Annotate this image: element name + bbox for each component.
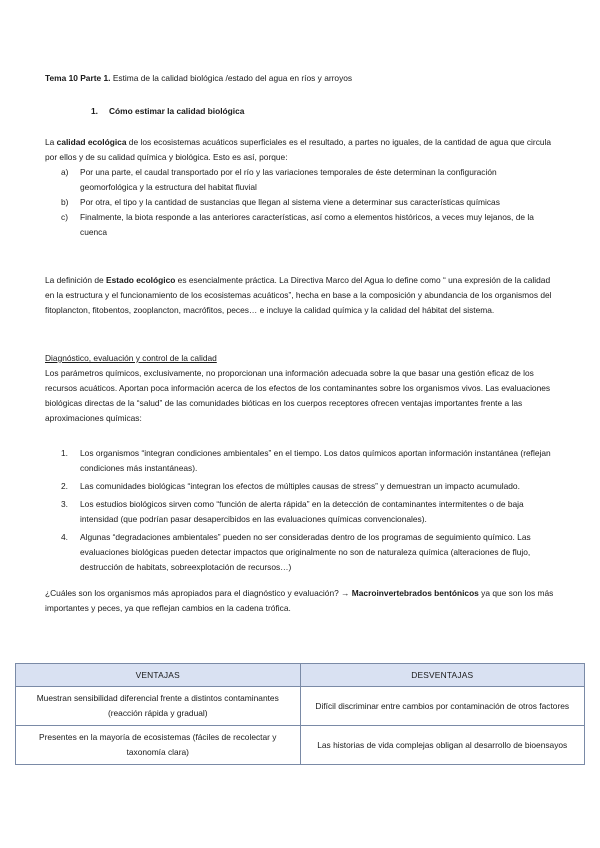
question-pre: ¿Cuáles son los organismos más apropiados para el diagnóstico y evaluación? → (45, 588, 352, 598)
diagnosis-section (45, 351, 555, 426)
list-item (45, 195, 555, 210)
list-item (45, 210, 555, 240)
list-marker: 1. (61, 448, 68, 458)
heading-number: 1. (91, 106, 98, 116)
advantages-list (45, 446, 555, 575)
list-marker: c) (61, 212, 68, 222)
table-cell: Difícil discriminar entre cambios por contaminación de otros factores (300, 687, 585, 726)
title-bold: Tema 10 Parte 1. (45, 73, 111, 83)
table-header-cell (300, 664, 585, 687)
table-row (16, 726, 585, 765)
intro-list (45, 165, 555, 240)
diagnosis-body: Los parámetros químicos, exclusivamente, no proporcionan una información adecuada sobre la que basar una gestión eficaz de los recursos acuáticos. Aportan poca información acerca de los efectos de los contaminantes sobre los organismos vivos. Las evaluaciones biológicas directas de la “salud” de las comunidades bióticas en los cuerpos receptores ofrecen ventajas importantes frente a las aproximaciones químicas: (45, 368, 551, 423)
list-marker: 4. (61, 532, 68, 542)
list-item-text: Los organismos “integran condiciones ambientales” en el tiempo. Los datos químicos aportan información instantánea (reflejan condiciones más instantáneas). (80, 448, 551, 473)
intro-pre: La (45, 137, 57, 147)
list-item (45, 165, 555, 195)
list-item (45, 479, 555, 494)
document-title (45, 71, 555, 86)
section-heading-1 (91, 104, 491, 119)
intro-bold: calidad ecológica (56, 137, 127, 147)
pros-cons-table (15, 663, 585, 765)
list-item-text: Algunas “degradaciones ambientales” pueden no ser consideradas dentro de los programas de seguimiento químico. Las evaluaciones biológicas pueden detectar impactos que originalmente no son de naturaleza química (alteraciones de flujo, destrucción de habitats, sobreexplotación de recursos…) (80, 532, 531, 572)
header-desventajas: DESVENTAJAS (411, 669, 474, 680)
question-bold: Macroinvertebrados bentónicos (351, 588, 479, 598)
list-item (45, 446, 555, 476)
table-cell: Muestran sensibilidad diferencial frente a distintos contaminantes (reacción rápida y gradual) (16, 687, 301, 726)
question-paragraph (45, 586, 555, 616)
list-item-text: Por otra, el tipo y la cantidad de sustancias que llegan al sistema viene a determinar sus características químicas (80, 197, 500, 207)
list-item-text: Los estudios biológicos sirven como “función de alerta rápida” en la detección de contaminantes intermitentes o de baja intensidad (que podrían pasar desapercibidos en las evaluaciones químicas convencionales). (80, 499, 524, 524)
list-marker: a) (61, 167, 69, 177)
table-row (16, 687, 585, 726)
definition-pre: La definición de (45, 275, 106, 285)
intro-paragraph (45, 135, 555, 240)
list-item-text: Las comunidades biológicas “integran los efectos de múltiples causas de stress” y demuestran un impacto acumulado. (80, 481, 520, 491)
list-marker: 2. (61, 481, 68, 491)
list-item (45, 497, 555, 527)
heading-text: Cómo estimar la calidad biológica (109, 106, 245, 116)
definition-post: es esencialmente práctica. La Directiva Marco del Agua lo define como “ una expresión de la calidad en la estructura y el funcionamiento de los ecosistemas acuáticos”, hecha en base a la composición y abundancia de los organismos del fitoplancton, fitobentos, zooplancton, macrófitos, peces… e incluye la calidad química y la calidad del hábitat del sistema. (45, 275, 552, 315)
diagnosis-heading: Diagnóstico, evaluación y control de la calidad (45, 353, 217, 363)
definition-paragraph (45, 273, 555, 318)
intro-text (45, 135, 555, 165)
list-item-text: Finalmente, la biota responde a las anteriores características, así como a elementos históricos, a veces muy lejanos, de la cuenca (80, 212, 534, 237)
intro-post: de los ecosistemas acuáticos superficiales es el resultado, a partes no iguales, de la cantidad de agua que circula por ellos y de su calidad química y biológica. Esto es así, porque: (45, 137, 552, 162)
header-ventajas: VENTAJAS (135, 669, 180, 680)
list-marker: 3. (61, 499, 68, 509)
list-marker: b) (61, 197, 69, 207)
title-text: Estima de la calidad biológica /estado del agua en ríos y arroyos (110, 73, 353, 83)
table-cell: Las historias de vida complejas obligan al desarrollo de bioensayos (300, 726, 585, 765)
table-header-row (16, 664, 585, 687)
list-item-text: Por una parte, el caudal transportado por el río y las variaciones temporales de éste determinan la configuración geomorfológica y la estructura del habitat fluvial (80, 167, 497, 192)
table-header-cell (16, 664, 301, 687)
table-cell: Presentes en la mayoría de ecosistemas (fáciles de recolectar y taxonomía clara) (16, 726, 301, 765)
question-post: ya que son los más importantes y peces, ya que reflejan cambios en la cadena trófica. (45, 588, 554, 613)
list-item (45, 530, 555, 575)
definition-bold: Estado ecológico (106, 275, 176, 285)
